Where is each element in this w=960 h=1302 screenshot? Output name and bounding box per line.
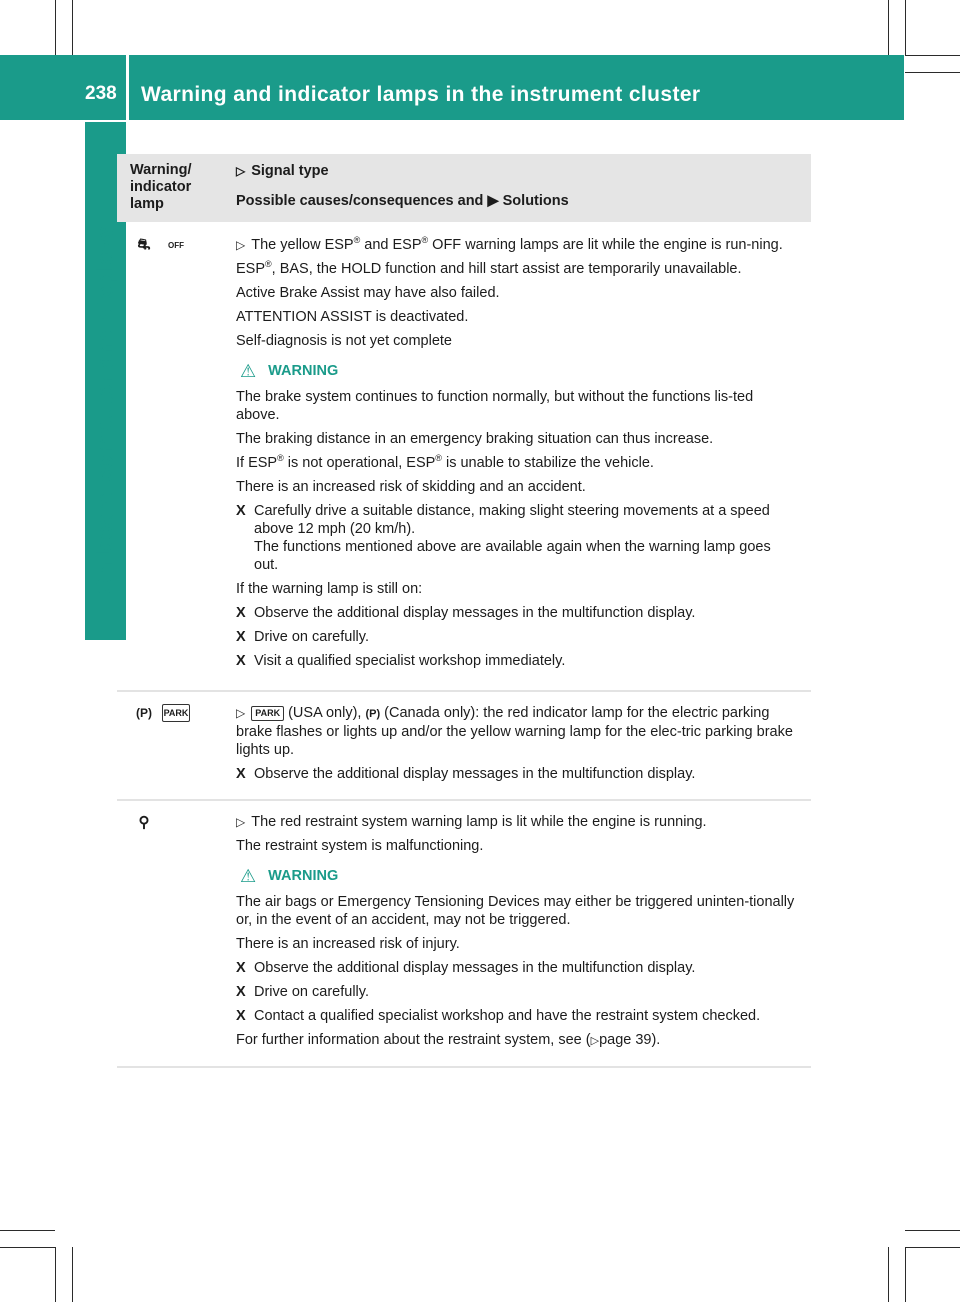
solution-step bbox=[236, 983, 797, 1001]
warning-heading bbox=[236, 867, 797, 885]
warning-text: The brake system continues to function normally, but without the functions lis-ted above. bbox=[236, 389, 754, 423]
signal-text bbox=[236, 813, 797, 831]
text-span: is unable to stabilize the vehicle. bbox=[441, 455, 654, 471]
warning-triangle-icon: ⚠ bbox=[240, 866, 257, 886]
causes-label: Possible causes/consequences and bbox=[236, 193, 488, 209]
text-span: Drive on carefully. bbox=[254, 629, 369, 645]
step-arrow-icon: X bbox=[236, 503, 246, 519]
step-arrow-icon: X bbox=[236, 605, 246, 621]
signal-type-label: Signal type bbox=[251, 163, 329, 179]
signal-text bbox=[236, 236, 797, 254]
warning-text: There is an increased risk of injury. bbox=[236, 936, 460, 952]
text-span: OFF warning lamps are lit while the engine is run-ning. bbox=[428, 237, 783, 253]
warning-text: The air bags or Emergency Tensioning Devices may either be triggered uninten-tionally or, in the event of an accident, may not be triggered. bbox=[236, 894, 795, 928]
chapter-label: On-board computer and displays bbox=[91, 225, 118, 595]
text-span: Visit a qualified specialist workshop immediately. bbox=[254, 653, 566, 669]
col2-header bbox=[236, 163, 569, 210]
cause-text: ATTENTION ASSIST is deactivated. bbox=[236, 309, 469, 325]
step-arrow-icon: X bbox=[236, 653, 246, 669]
parking-brake-icon: (P) bbox=[365, 708, 381, 720]
solution-step bbox=[236, 628, 797, 646]
text-span: The yellow ESP bbox=[251, 237, 354, 253]
step-arrow-icon: X bbox=[236, 1008, 246, 1024]
header-divider bbox=[126, 55, 129, 120]
warning-text: There is an increased risk of skidding and an accident. bbox=[236, 479, 586, 495]
step-arrow-icon: X bbox=[236, 629, 246, 645]
restraint-system-icon: ⚲ bbox=[138, 814, 150, 831]
lamp-cell bbox=[130, 704, 190, 722]
crop-mark bbox=[55, 0, 56, 55]
text-span: , BAS, the HOLD function and hill start assist are temporarily unavailable. bbox=[271, 261, 742, 277]
row-content bbox=[236, 813, 811, 1050]
text-span: Observe the additional display messages in the multifunction display. bbox=[254, 960, 696, 976]
page-reference-link[interactable]: page 39). bbox=[599, 1032, 661, 1048]
page-ref-triangle-icon: ▷ bbox=[590, 1035, 600, 1047]
col1-header-line: indicator bbox=[130, 179, 192, 195]
text-span: ESP bbox=[236, 261, 266, 277]
crop-mark bbox=[888, 0, 889, 55]
crop-mark bbox=[905, 1247, 906, 1302]
text-span: Carefully drive a suitable distance, making slight steering movements at a speed above 12 mph (20 km/h). bbox=[254, 503, 770, 537]
signal-text bbox=[236, 704, 797, 759]
parking-brake-icon: (P) bbox=[136, 706, 152, 720]
text-span: Observe the additional display messages in the multifunction display. bbox=[254, 605, 696, 621]
cross-reference bbox=[236, 1031, 797, 1050]
text-span: Drive on carefully. bbox=[254, 984, 369, 1000]
step-arrow-icon: X bbox=[236, 960, 246, 976]
esp-off-icon: OFF bbox=[168, 240, 184, 250]
text-span: The red restraint system warning lamp is lit while the engine is running. bbox=[251, 814, 707, 830]
text-span: If ESP bbox=[236, 455, 278, 471]
crop-mark bbox=[72, 0, 73, 55]
crop-mark bbox=[0, 1247, 55, 1248]
signal-triangle-icon: ▷ bbox=[236, 815, 246, 829]
text-span: Observe the additional display messages in the multifunction display. bbox=[254, 766, 696, 782]
warning-text: The braking distance in an emergency braking situation can thus increase. bbox=[236, 431, 714, 447]
col1-header bbox=[130, 162, 191, 213]
signal-triangle-icon: ▷ bbox=[236, 238, 246, 252]
warning-label: WARNING bbox=[268, 868, 339, 884]
registered-mark: ® bbox=[353, 235, 361, 246]
col2-header-line2 bbox=[236, 193, 569, 210]
table-row bbox=[117, 801, 811, 1068]
signal-triangle-icon: ▷ bbox=[236, 164, 246, 178]
step-arrow-icon: X bbox=[236, 984, 246, 1000]
crop-mark bbox=[72, 1247, 73, 1302]
text-span: is not operational, ESP bbox=[283, 455, 436, 471]
table-header bbox=[117, 154, 811, 222]
table-row bbox=[117, 222, 811, 692]
park-icon: PARK bbox=[251, 706, 284, 721]
lamp-cell bbox=[130, 813, 158, 831]
cause-text: If the warning lamp is still on: bbox=[236, 581, 423, 597]
signal-triangle-icon: ▷ bbox=[236, 706, 246, 720]
row-content bbox=[236, 704, 811, 783]
col1-header-line: Warning/ bbox=[130, 162, 192, 178]
page-number: 238 bbox=[85, 83, 117, 104]
table-row bbox=[117, 692, 811, 801]
lamp-cell bbox=[130, 236, 190, 254]
text-span: For further information about the restraint system, see ( bbox=[236, 1032, 591, 1048]
step-arrow-icon: X bbox=[236, 766, 246, 782]
registered-mark: ® bbox=[277, 453, 284, 464]
warning-heading bbox=[236, 362, 797, 380]
solution-step bbox=[236, 652, 797, 670]
crop-mark bbox=[55, 1247, 56, 1302]
row-content bbox=[236, 236, 811, 670]
page-title: Warning and indicator lamps in the instrument cluster bbox=[141, 83, 701, 106]
crop-mark bbox=[905, 72, 960, 73]
solution-step bbox=[236, 1007, 797, 1025]
cause-text bbox=[236, 260, 797, 278]
crop-mark bbox=[905, 0, 906, 55]
warning-lamp-table bbox=[117, 154, 811, 1068]
solution-step bbox=[236, 604, 797, 622]
warning-label: WARNING bbox=[268, 363, 339, 379]
text-span: (USA only), bbox=[284, 705, 366, 721]
registered-mark: ® bbox=[421, 235, 429, 246]
solution-step bbox=[236, 765, 797, 783]
cause-text: The restraint system is malfunctioning. bbox=[236, 838, 484, 854]
warning-text bbox=[236, 454, 797, 472]
crop-mark bbox=[0, 1230, 55, 1231]
warning-triangle-icon: ⚠ bbox=[240, 361, 257, 381]
text-span: Contact a qualified specialist workshop and have the restraint system checked. bbox=[254, 1008, 761, 1024]
text-span: The functions mentioned above are available again when the warning lamp goes out. bbox=[254, 539, 771, 573]
crop-mark bbox=[905, 55, 960, 56]
solution-step bbox=[236, 959, 797, 977]
crop-mark bbox=[888, 1247, 889, 1302]
cause-text: Active Brake Assist may have also failed. bbox=[236, 285, 500, 301]
cause-text: Self-diagnosis is not yet complete bbox=[236, 333, 452, 349]
solutions-arrow-icon: ▶ bbox=[487, 193, 503, 209]
solution-step bbox=[236, 502, 797, 574]
col1-header-line: lamp bbox=[130, 196, 164, 212]
registered-mark: ® bbox=[265, 259, 272, 270]
text-span: and ESP bbox=[360, 237, 422, 253]
crop-mark bbox=[905, 1247, 960, 1248]
registered-mark: ® bbox=[435, 453, 442, 464]
solutions-label: Solutions bbox=[502, 193, 569, 209]
esp-icon: ⛐ bbox=[137, 235, 151, 253]
park-icon: PARK bbox=[162, 704, 190, 722]
crop-mark bbox=[905, 1230, 960, 1231]
text-span: (Canada only): the red indicator lamp for the electric parking brake flashes or lights up and/or the yellow warning lamp for the elec-tric parking brake lights up. bbox=[236, 705, 793, 758]
